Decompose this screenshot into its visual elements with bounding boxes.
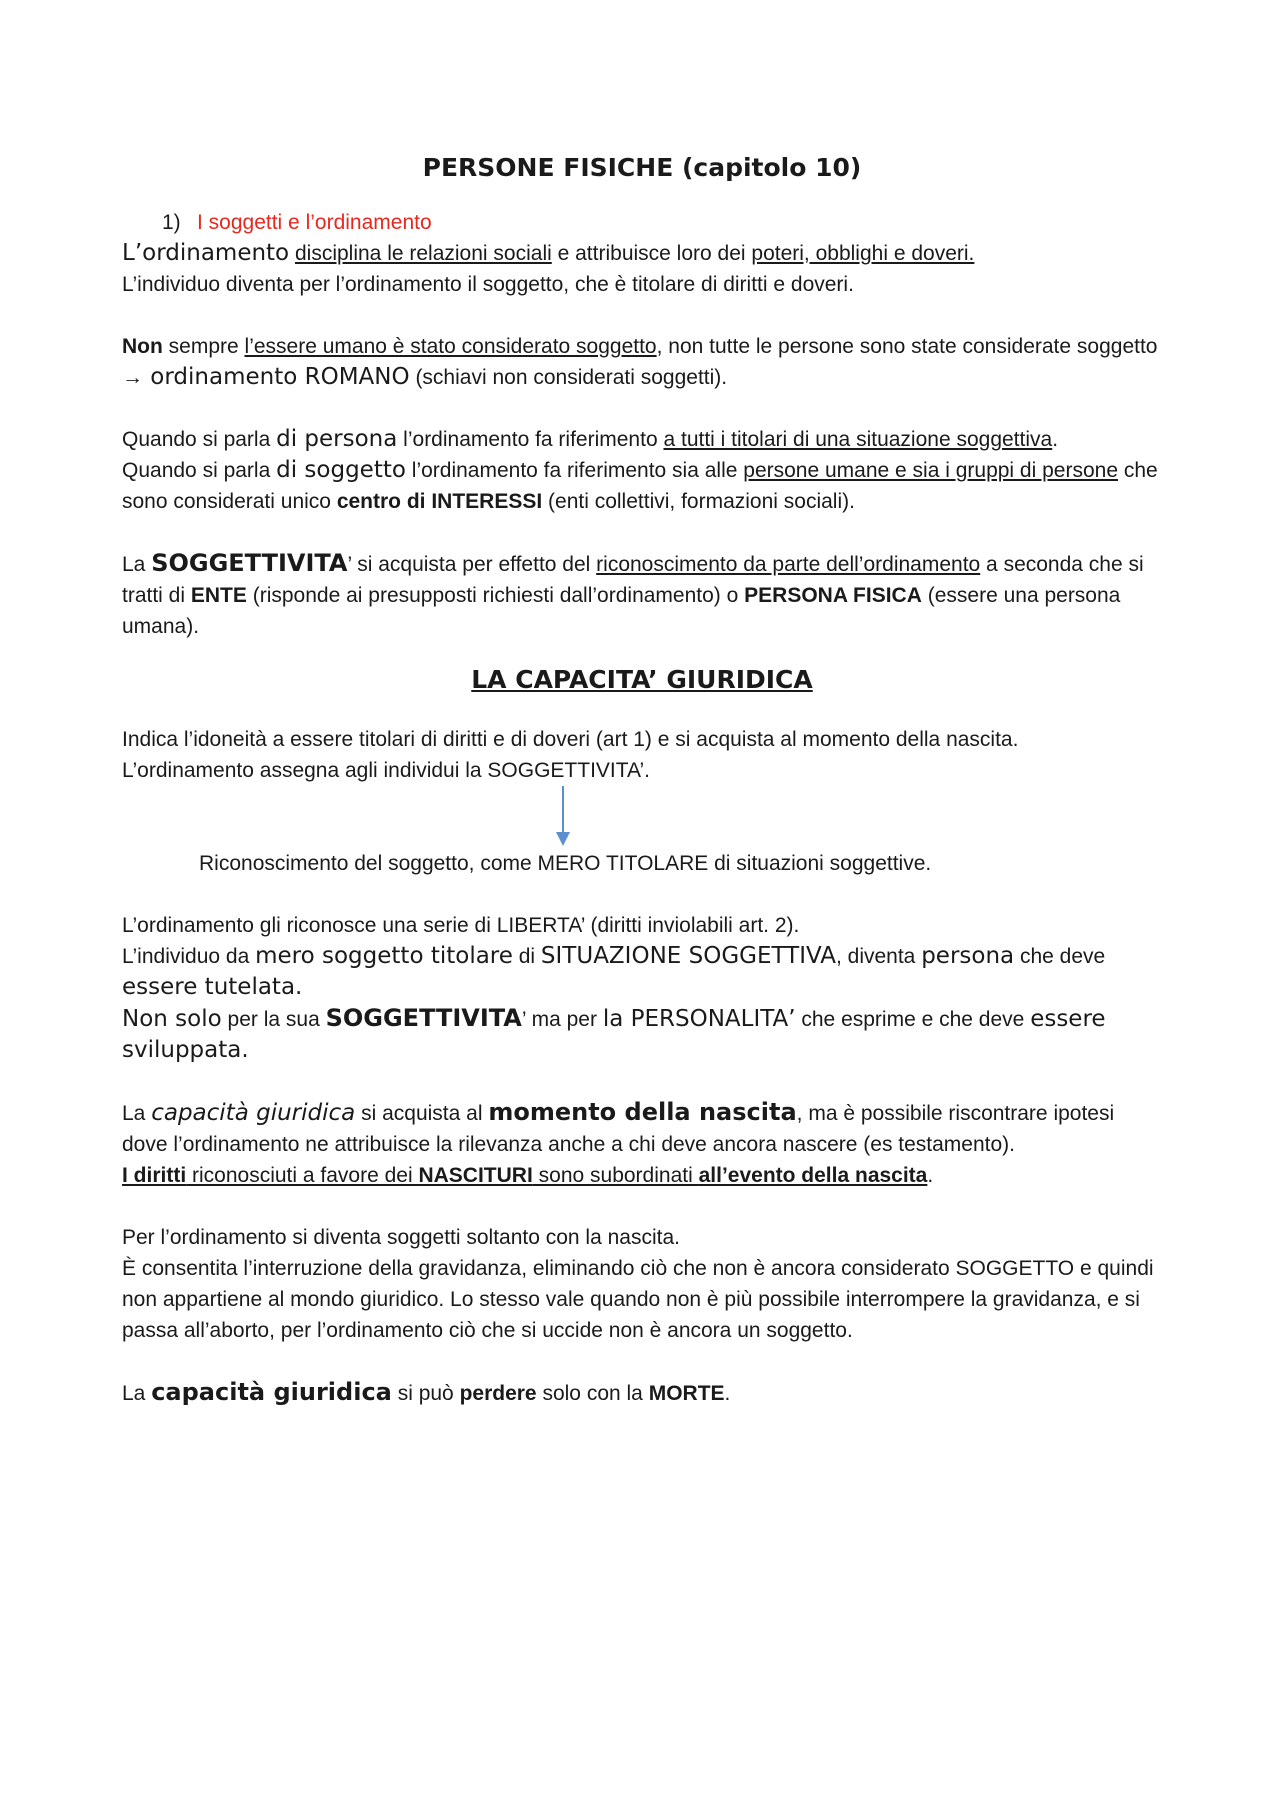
text-run: riconoscimento da parte dell’ordinamento <box>596 553 981 576</box>
paragraph-liberta: L’ordinamento gli riconosce una serie di LIBERTA’ (diritti inviolabili art. 2). <box>122 914 800 937</box>
text-run: , ma è possibile riscontrare ipotesi dove l’ordinamento ne attribuisce la rilevanza anche a chi deve ancora nascere (es testamento). <box>122 1102 1115 1156</box>
text-run: Non <box>122 335 163 358</box>
text-run: Non solo <box>122 1006 222 1032</box>
text-run: l’ordinamento fa riferimento sia alle <box>405 459 744 482</box>
paragraph-mero-soggetto <box>122 941 1162 1003</box>
text-run: per la sua <box>221 1008 326 1031</box>
paragraph-soggettivita <box>122 548 1162 642</box>
paragraph-morte <box>122 1377 1162 1409</box>
arrow-head <box>556 832 570 846</box>
text-run: I diritti <box>122 1164 187 1187</box>
text-run: essere tutelata. <box>122 974 303 1000</box>
text-run: la PERSONALITA’ <box>602 1006 796 1032</box>
text-run: persone umane e sia i gruppi di persone <box>743 459 1119 482</box>
down-arrow-icon <box>122 786 1162 848</box>
spacer <box>122 642 1162 662</box>
text-run: a seconda che si tratti di <box>122 553 1144 607</box>
spacer <box>122 517 1162 548</box>
text-run: si acquista al <box>355 1102 489 1125</box>
paragraph-capacita-nascita <box>122 1097 1162 1160</box>
text-run: e attribuisce loro dei <box>551 242 752 265</box>
text-run: poteri, obblighi e doveri. <box>751 242 975 265</box>
document-title: PERSONE FISICHE (capitolo 10) <box>422 153 862 182</box>
text-run: Quando si parla <box>122 459 277 482</box>
text-run: perdere <box>459 1382 537 1405</box>
paragraph-gravidanza: È consentita l’interruzione della gravidanza, eliminando ciò che non è ancora considerato SOGGETTO e quindi non appartiene al mondo giuridico. Lo stesso vale quando non è più possibile interrompere la gravidanza, e si passa all’aborto, per l’ordinamento ciò che si uccide non è ancora un soggetto. <box>122 1257 1154 1342</box>
spacer <box>122 1191 1162 1222</box>
text-run: l’ordinamento fa riferimento <box>397 428 664 451</box>
text-run: L’ordinamento <box>122 240 290 266</box>
text-run: sono subordinati <box>532 1164 699 1187</box>
text-run: La <box>122 1382 152 1405</box>
text-run: , diventa <box>835 945 922 968</box>
paragraph-soggetti-nascita: Per l’ordinamento si diventa soggetti soltanto con la nascita. <box>122 1226 680 1249</box>
spacer <box>122 393 1162 424</box>
arrow-right-icon: → <box>122 366 143 389</box>
text-run: ordinamento ROMANO <box>143 364 410 390</box>
section-heading-text: I soggetti e l’ordinamento <box>197 211 432 234</box>
section-heading-soggetti <box>122 207 1162 238</box>
text-run: che deve <box>1014 945 1106 968</box>
text-run: riconosciuti a favore dei <box>186 1164 419 1187</box>
paragraph-riconoscimento: Riconoscimento del soggetto, come MERO TITOLARE di situazioni soggettive. <box>199 852 932 875</box>
text-run: momento della nascita <box>488 1098 797 1126</box>
paragraph-persona <box>122 424 1162 455</box>
arrow-shaft <box>562 786 564 834</box>
text-run: Quando si parla <box>122 428 277 451</box>
document-body <box>122 150 1162 1409</box>
text-run: (enti collettivi, formazioni sociali). <box>542 490 855 513</box>
text-run: . <box>927 1164 934 1187</box>
text-run: capacità giuridica <box>151 1100 356 1126</box>
paragraph-nascituri <box>122 1160 1162 1191</box>
text-run: sempre <box>162 335 245 358</box>
text-run: ’ si acquista per effetto del <box>347 553 597 576</box>
text-run: l’essere umano è stato considerato soggetto <box>244 335 657 358</box>
paragraph-idoneita: Indica l’idoneità a essere titolari di diritti e di doveri (art 1) e si acquista al momento della nascita. <box>122 728 1019 751</box>
text-run: PERSONA FISICA <box>744 584 922 607</box>
text-run: di <box>512 945 541 968</box>
text-run: , non tutte le persone sono state considerate soggetto <box>656 335 1158 358</box>
text-run: che sono considerati unico <box>122 459 1158 513</box>
text-run: disciplina le relazioni sociali <box>294 242 552 265</box>
paragraph-essere-umano <box>122 331 1162 393</box>
list-number: 1) <box>162 211 181 234</box>
spacer <box>122 1066 1162 1097</box>
text-run: . <box>1052 428 1059 451</box>
section-title-capacita: LA CAPACITA’ GIURIDICA <box>471 665 813 694</box>
text-run: a tutti i titolari di una situazione soggettiva <box>663 428 1053 451</box>
text-run: centro di INTERESSI <box>336 490 543 513</box>
text-run: SITUAZIONE SOGGETTIVA <box>540 943 836 969</box>
text-run: persona <box>921 943 1015 969</box>
text-run: essere sviluppata. <box>122 1006 1106 1063</box>
text-run: La <box>122 553 152 576</box>
paragraph-soggetto <box>122 455 1162 517</box>
text-run: solo con la <box>536 1382 649 1405</box>
spacer <box>122 879 1162 910</box>
text-run: si può <box>391 1382 460 1405</box>
text-run: . <box>724 1382 731 1405</box>
text-run: capacità giuridica <box>151 1378 392 1406</box>
spacer <box>122 300 1162 331</box>
spacer <box>122 698 1162 724</box>
text-run: di soggetto <box>276 457 406 483</box>
text-run: SOGGETTIVITA <box>151 549 348 577</box>
text-run: all’evento della nascita <box>698 1164 928 1187</box>
text-run: mero soggetto titolare <box>255 943 513 969</box>
text-run: ’ ma per <box>521 1008 603 1031</box>
paragraph-ordinamento <box>122 238 1162 269</box>
paragraph-individuo: L’individuo diventa per l’ordinamento il soggetto, che è titolare di diritti e doveri. <box>122 273 854 296</box>
text-run: di persona <box>276 426 398 452</box>
text-run: (essere una persona umana). <box>122 584 1121 638</box>
text-run: (schiavi non considerati soggetti). <box>409 366 728 389</box>
text-run: ENTE <box>190 584 247 607</box>
paragraph-assegna: L’ordinamento assegna agli individui la SOGGETTIVITA’. <box>122 759 650 782</box>
text-run: MORTE <box>648 1382 725 1405</box>
text-run: NASCITURI <box>418 1164 533 1187</box>
paragraph-personalita <box>122 1003 1162 1066</box>
text-run: che esprime e che deve <box>795 1008 1031 1031</box>
text-run: La <box>122 1102 152 1125</box>
text-run: (risponde ai presupposti richiesti dall’ordinamento) o <box>246 584 745 607</box>
text-run: L’individuo da <box>122 945 256 968</box>
text-run: SOGGETTIVITA <box>325 1004 522 1032</box>
spacer <box>122 1346 1162 1377</box>
